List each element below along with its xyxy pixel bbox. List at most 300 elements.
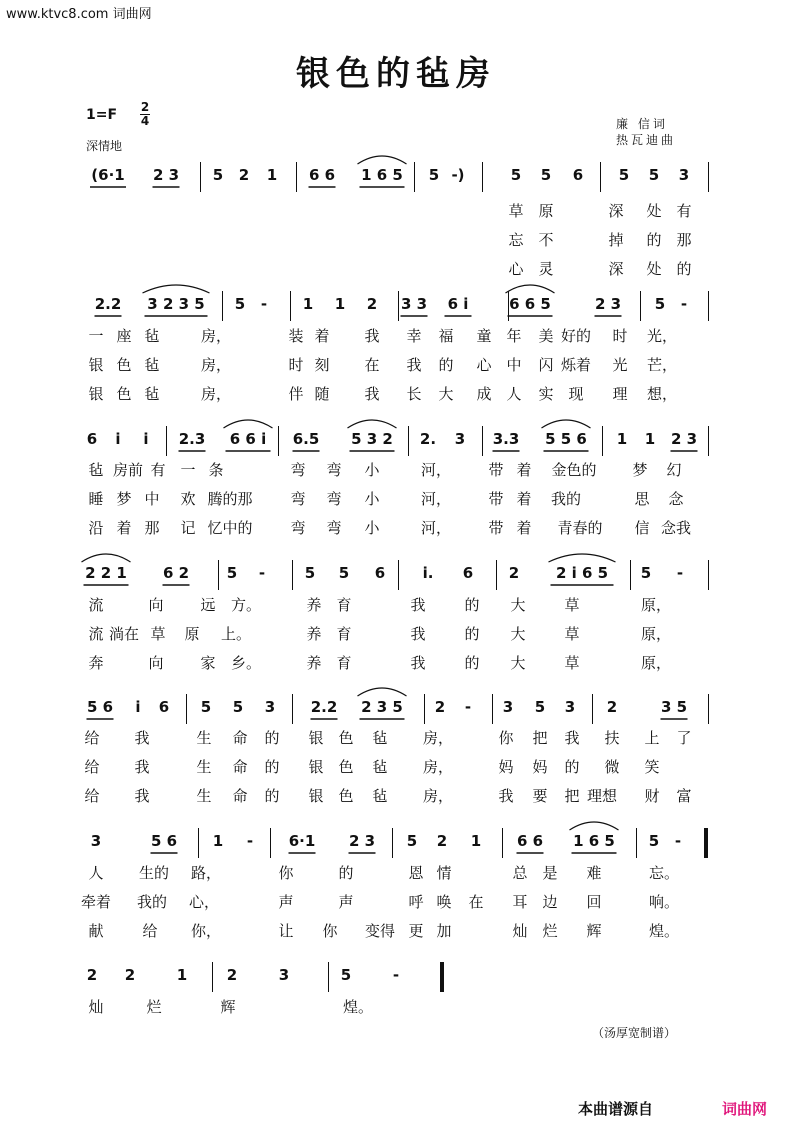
note: 3 <box>90 832 102 850</box>
lyric-syllable: 扶 <box>604 729 620 747</box>
lyric-syllable: 把 <box>564 787 580 805</box>
meter-bottom: 4 <box>140 114 150 128</box>
lyric-syllable: 闪 <box>538 356 554 374</box>
lyric-syllable: 幻 <box>666 461 682 479</box>
note: 2 <box>124 966 136 984</box>
lyric-syllable: 带 <box>488 490 504 508</box>
lyric-syllable: 变得 <box>364 922 396 940</box>
lyric-syllable: 烂 <box>542 922 558 940</box>
lyric-syllable: 灵 <box>538 260 554 278</box>
lyric-syllable: 毡 <box>144 327 160 345</box>
note: - <box>246 832 254 850</box>
lyric-syllable: 情 <box>436 864 452 882</box>
lyric-syllable: 育 <box>336 654 352 672</box>
lyric-syllable: 向 <box>148 596 164 614</box>
lyric-syllable: 念我 <box>660 519 692 537</box>
lyric-syllable: 伴 <box>288 385 304 403</box>
lyric-syllable: 乡。 <box>230 654 262 672</box>
lyric-syllable: 银 <box>88 385 104 403</box>
note: 5 <box>648 166 660 184</box>
note: i. <box>422 564 434 582</box>
lyric-syllable: 幸 <box>406 327 422 345</box>
lyric-syllable: 养 <box>306 625 322 643</box>
slur-arc <box>143 285 210 293</box>
lyric-syllable: 的 <box>264 729 280 747</box>
lyric-syllable: 毡 <box>144 385 160 403</box>
lyric-syllable: 命 <box>232 758 248 776</box>
slur-arc <box>549 554 616 562</box>
lyric-syllable: 我 <box>564 729 580 747</box>
lyric-syllable: 向 <box>148 654 164 672</box>
lyric-syllable: 带 <box>488 461 504 479</box>
note: 5 <box>232 698 244 716</box>
note: 3 <box>678 166 690 184</box>
note: 2 <box>238 166 250 184</box>
note: 5 <box>428 166 440 184</box>
lyric-syllable: 原 <box>184 625 200 643</box>
lyric-syllable: 随 <box>314 385 330 403</box>
lyric-syllable: 生 <box>196 729 212 747</box>
lyric-syllable: 的 <box>464 625 480 643</box>
lyric-syllable: 念 <box>668 490 684 508</box>
lyric-syllable: 中 <box>506 356 522 374</box>
lyric-syllable: 的 <box>676 260 692 278</box>
lyric-syllable: 忘 <box>508 231 524 249</box>
lyric-syllable: 光 <box>612 356 628 374</box>
lyric-syllable: 我 <box>406 356 422 374</box>
lyric-syllable: 着 <box>516 461 532 479</box>
lyric-syllable: 弯 <box>326 519 342 537</box>
lyric-syllable: 河， <box>420 519 452 537</box>
note: 5 <box>640 564 652 582</box>
note: i <box>143 430 149 448</box>
note: 5 <box>234 295 246 313</box>
lyric-syllable: 色 <box>116 356 132 374</box>
lyric-syllable: 草 <box>564 654 580 672</box>
site-url[interactable]: www.ktvc8.com 词曲网 <box>6 7 152 22</box>
lyric-syllable: 我的 <box>136 893 168 911</box>
slur-arc <box>224 420 273 428</box>
lyric-syllable: 我 <box>134 729 150 747</box>
note: 6 6 i <box>229 430 267 448</box>
lyric-syllable: 装 <box>288 327 304 345</box>
lyric-syllable: 我的 <box>550 490 582 508</box>
lyric-syllable: 沿 <box>88 519 104 537</box>
note: 3 3 <box>400 295 428 313</box>
note: 2.2 <box>94 295 122 313</box>
lyric-syllable: 煌。 <box>648 922 680 940</box>
lyric-syllable: 条 <box>208 461 224 479</box>
lyric-syllable: 辉 <box>220 998 236 1016</box>
note: 1 <box>470 832 482 850</box>
note: i <box>135 698 141 716</box>
lyric-syllable: 深 <box>608 260 624 278</box>
lyric-syllable: 房， <box>200 327 232 345</box>
lyric-syllable: 大 <box>510 596 526 614</box>
lyric-syllable: 深 <box>608 202 624 220</box>
note: - <box>674 832 682 850</box>
lyric-syllable: 人 <box>88 864 104 882</box>
transcriber-credit: （汤厚宽制谱） <box>592 1026 677 1040</box>
lyric-syllable: 童 <box>476 327 492 345</box>
note: 5 <box>618 166 630 184</box>
lyric-syllable: 心 <box>476 356 492 374</box>
lyric-syllable: 笑 <box>644 758 660 776</box>
lyric-syllable: 思 <box>634 490 650 508</box>
lyric-syllable: 家 <box>200 654 216 672</box>
lyric-syllable: 让 <box>278 922 294 940</box>
slur-arc <box>82 554 131 562</box>
lyric-syllable: 我 <box>410 625 426 643</box>
note: 5 <box>406 832 418 850</box>
lyric-syllable: 河， <box>420 461 452 479</box>
note: 5 <box>340 966 352 984</box>
lyric-syllable: 好的 <box>560 327 592 345</box>
lyric-syllable: 成 <box>476 385 492 403</box>
lyric-syllable: 生 <box>196 758 212 776</box>
lyric-syllable: 银 <box>308 729 324 747</box>
note: 5 6 <box>86 698 114 716</box>
lyric-syllable: 流 <box>88 625 104 643</box>
lyric-syllable: 信 <box>634 519 650 537</box>
lyric-syllable: 芒， <box>646 356 678 374</box>
lyric-syllable: 我 <box>410 654 426 672</box>
note: - <box>258 564 266 582</box>
note: 5 5 6 <box>545 430 587 448</box>
lyric-syllable: 着 <box>516 519 532 537</box>
note: 3 <box>278 966 290 984</box>
note: 2 3 <box>152 166 180 184</box>
lyric-syllable: 不 <box>538 231 554 249</box>
lyric-syllable: 我 <box>498 787 514 805</box>
note: - <box>392 966 400 984</box>
note: - <box>464 698 472 716</box>
lyric-syllable: 中 <box>144 490 160 508</box>
note: 2 3 5 <box>361 698 403 716</box>
slur-arc <box>358 688 407 696</box>
lyric-syllable: 处 <box>646 260 662 278</box>
lyric-syllable: 房， <box>422 758 454 776</box>
note: 6·1 <box>288 832 316 850</box>
lyric-syllable: 你 <box>278 864 294 882</box>
tempo-mood: 深情地 <box>86 139 123 153</box>
slur-arc <box>570 822 619 830</box>
slur-arc <box>506 285 555 293</box>
note: 2. <box>419 430 437 448</box>
lyric-syllable: 耳 <box>512 893 528 911</box>
note: 5 <box>200 698 212 716</box>
note: 5 6 <box>150 832 178 850</box>
note: - <box>676 564 684 582</box>
note: 1 <box>176 966 188 984</box>
note: 1 <box>616 430 628 448</box>
lyric-syllable: 妈 <box>532 758 548 776</box>
lyric-syllable: 总 <box>512 864 528 882</box>
note: 2 3 <box>670 430 698 448</box>
lyric-syllable: 带 <box>488 519 504 537</box>
lyric-syllable: 的 <box>438 356 454 374</box>
slur-arc <box>358 156 407 164</box>
lyric-syllable: 给 <box>84 787 100 805</box>
lyric-syllable: 银 <box>308 758 324 776</box>
note: 3 <box>564 698 576 716</box>
lyric-syllable: 我 <box>364 385 380 403</box>
lyric-syllable: 响。 <box>648 893 680 911</box>
note: 3 <box>264 698 276 716</box>
lyric-syllable: 牵着 <box>80 893 112 911</box>
note: 5 3 2 <box>351 430 393 448</box>
note: 6 6 <box>308 166 336 184</box>
lyric-syllable: 弯 <box>290 490 306 508</box>
lyric-syllable: 生的 <box>138 864 170 882</box>
lyric-syllable: 年 <box>506 327 522 345</box>
lyric-syllable: 给 <box>84 729 100 747</box>
lyric-syllable: 着 <box>516 490 532 508</box>
lyric-syllable: 的 <box>264 787 280 805</box>
source-site-link[interactable]: 词曲网 <box>722 1100 768 1118</box>
lyric-syllable: 色 <box>338 758 354 776</box>
note: 5 <box>304 564 316 582</box>
lyric-syllable: 色 <box>338 787 354 805</box>
lyric-syllable: 了 <box>676 729 692 747</box>
lyric-syllable: 毡 <box>144 356 160 374</box>
lyric-syllable: 有 <box>150 461 166 479</box>
note: 2 <box>366 295 378 313</box>
lyric-syllable: 我 <box>364 327 380 345</box>
lyric-syllable: 声 <box>278 893 294 911</box>
lyric-syllable: 草 <box>564 625 580 643</box>
lyric-syllable: 那 <box>676 231 692 249</box>
lyric-syllable: 一 <box>180 461 196 479</box>
lyric-syllable: 的 <box>264 758 280 776</box>
lyric-syllable: 心， <box>188 893 220 911</box>
lyric-syllable: 实 <box>538 385 554 403</box>
lyric-syllable: 你 <box>498 729 514 747</box>
lyric-syllable: 弯 <box>326 490 342 508</box>
lyric-syllable: 在 <box>364 356 380 374</box>
note: 1 <box>334 295 346 313</box>
lyric-syllable: 献 <box>88 922 104 940</box>
lyric-syllable: 一 <box>88 327 104 345</box>
lyric-syllable: 边 <box>542 893 558 911</box>
lyric-syllable: 掉 <box>608 231 624 249</box>
note: 6 <box>462 564 474 582</box>
note: 5 <box>540 166 552 184</box>
lyric-syllable: 房前 <box>112 461 144 479</box>
lyric-syllable: 给 <box>142 922 158 940</box>
lyric-syllable: 原， <box>640 625 672 643</box>
source-label: 本曲谱源自 <box>578 1100 654 1118</box>
slur-arc <box>542 420 591 428</box>
lyric-syllable: 奔 <box>88 654 104 672</box>
lyric-syllable: 美 <box>538 327 554 345</box>
lyric-syllable: 远 <box>200 596 216 614</box>
lyric-syllable: 你， <box>190 922 222 940</box>
lyric-syllable: 大 <box>438 385 454 403</box>
lyric-syllable: 梦 <box>632 461 648 479</box>
note: 6 6 5 <box>509 295 551 313</box>
lyric-syllable: 弯 <box>326 461 342 479</box>
key-signature: 1=F <box>86 107 118 123</box>
lyric-syllable: 忘。 <box>648 864 680 882</box>
lyric-syllable: 光， <box>646 327 678 345</box>
lyric-syllable: 毡 <box>372 787 388 805</box>
lyric-syllable: 育 <box>336 625 352 643</box>
lyric-syllable: 大 <box>510 654 526 672</box>
lyric-syllable: 记 <box>180 519 196 537</box>
lyric-syllable: 加 <box>436 922 452 940</box>
lyric-syllable: 着 <box>116 519 132 537</box>
lyric-syllable: 淌在 <box>108 625 140 643</box>
lyric-syllable: 流 <box>88 596 104 614</box>
lyric-syllable: 原 <box>538 202 554 220</box>
song-title: 银色的毡房 <box>296 54 496 94</box>
note: (6·1 <box>91 166 125 184</box>
lyric-syllable: 毡 <box>372 758 388 776</box>
lyric-syllable: 大 <box>510 625 526 643</box>
note: -) <box>451 166 465 184</box>
lyric-syllable: 原， <box>640 654 672 672</box>
note: 5 <box>534 698 546 716</box>
lyric-syllable: 难 <box>586 864 602 882</box>
lyric-syllable: 那 <box>144 519 160 537</box>
note: 6 <box>158 698 170 716</box>
lyric-syllable: 处 <box>646 202 662 220</box>
lyric-syllable: 房， <box>422 729 454 747</box>
note: 1 <box>212 832 224 850</box>
lyric-syllable: 原， <box>640 596 672 614</box>
lyric-syllable: 养 <box>306 654 322 672</box>
lyric-syllable: 弯 <box>290 461 306 479</box>
lyric-syllable: 心 <box>508 260 524 278</box>
note: 2 <box>434 698 446 716</box>
lyric-syllable: 呼 <box>408 893 424 911</box>
note: 6 <box>572 166 584 184</box>
lyric-syllable: 我 <box>134 787 150 805</box>
note: 1 <box>302 295 314 313</box>
note: 5 <box>226 564 238 582</box>
note: - <box>260 295 268 313</box>
note: 2 <box>86 966 98 984</box>
lyric-syllable: 路， <box>190 864 222 882</box>
lyric-syllable: 房， <box>200 356 232 374</box>
lyric-syllable: 草 <box>150 625 166 643</box>
lyric-syllable: 时 <box>612 327 628 345</box>
note: 6 <box>374 564 386 582</box>
lyric-syllable: 煌。 <box>342 998 374 1016</box>
lyric-syllable: 命 <box>232 787 248 805</box>
note: 2 3 <box>348 832 376 850</box>
note: 2 <box>226 966 238 984</box>
slur-arc <box>348 420 397 428</box>
lyric-syllable: 方。 <box>230 596 262 614</box>
lyric-syllable: 在 <box>468 893 484 911</box>
lyricist-credit: 廉 信词 <box>616 117 668 131</box>
lyric-syllable: 有 <box>676 202 692 220</box>
lyric-syllable: 富 <box>676 787 692 805</box>
lyric-syllable: 河， <box>420 490 452 508</box>
note: 5 <box>338 564 350 582</box>
lyric-syllable: 上。 <box>220 625 252 643</box>
lyric-syllable: 的 <box>646 231 662 249</box>
lyric-syllable: 把 <box>532 729 548 747</box>
note: 1 <box>644 430 656 448</box>
lyric-syllable: 是 <box>542 864 558 882</box>
lyric-syllable: 欢 <box>180 490 196 508</box>
lyric-syllable: 辉 <box>586 922 602 940</box>
lyric-syllable: 灿 <box>512 922 528 940</box>
lyric-syllable: 色 <box>338 729 354 747</box>
lyric-syllable: 福 <box>438 327 454 345</box>
lyric-syllable: 毡 <box>88 461 104 479</box>
lyric-syllable: 睡 <box>88 490 104 508</box>
lyric-syllable: 想， <box>646 385 678 403</box>
note: 3 2 3 5 <box>147 295 205 313</box>
note: 2.3 <box>178 430 206 448</box>
lyric-syllable: 金色的 <box>551 461 597 479</box>
note: 2 i 6 5 <box>555 564 609 582</box>
lyric-syllable: 烂 <box>146 998 162 1016</box>
note: 3.3 <box>492 430 520 448</box>
lyric-syllable: 给 <box>84 758 100 776</box>
lyric-syllable: 长 <box>406 385 422 403</box>
lyric-syllable: 财 <box>644 787 660 805</box>
lyric-syllable: 腾的那 <box>207 490 253 508</box>
lyric-syllable: 草 <box>508 202 524 220</box>
lyric-syllable: 小 <box>364 490 380 508</box>
note: 2 <box>436 832 448 850</box>
note: 2 <box>606 698 618 716</box>
lyric-syllable: 微 <box>604 758 620 776</box>
note: 6 6 <box>516 832 544 850</box>
note: 3 <box>502 698 514 716</box>
lyric-syllable: 草 <box>564 596 580 614</box>
note: 2 <box>508 564 520 582</box>
lyric-syllable: 育 <box>336 596 352 614</box>
lyric-syllable: 现 <box>568 385 584 403</box>
lyric-syllable: 银 <box>88 356 104 374</box>
lyric-syllable: 理 <box>612 385 628 403</box>
lyric-syllable: 人 <box>506 385 522 403</box>
lyric-syllable: 声 <box>338 893 354 911</box>
lyric-syllable: 房， <box>422 787 454 805</box>
meter-top: 2 <box>140 100 150 114</box>
lyric-syllable: 理想 <box>586 787 618 805</box>
lyric-syllable: 银 <box>308 787 324 805</box>
lyric-syllable: 你 <box>322 922 338 940</box>
note: 3 <box>454 430 466 448</box>
lyric-syllable: 恩 <box>408 864 424 882</box>
composer-credit: 热瓦迪曲 <box>616 133 677 147</box>
lyric-syllable: 养 <box>306 596 322 614</box>
lyric-syllable: 刻 <box>314 356 330 374</box>
lyric-syllable: 梦 <box>116 490 132 508</box>
lyric-syllable: 的 <box>338 864 354 882</box>
note: - <box>680 295 688 313</box>
note: 2.2 <box>310 698 338 716</box>
lyric-syllable: 命 <box>232 729 248 747</box>
note: 6.5 <box>292 430 320 448</box>
lyric-syllable: 座 <box>116 327 132 345</box>
note: 2 2 1 <box>85 564 127 582</box>
lyric-syllable: 上 <box>644 729 660 747</box>
lyric-syllable: 毡 <box>372 729 388 747</box>
note: 1 <box>266 166 278 184</box>
lyric-syllable: 色 <box>116 385 132 403</box>
lyric-syllable: 青春的 <box>557 519 603 537</box>
lyric-syllable: 唤 <box>436 893 452 911</box>
lyric-syllable: 生 <box>196 787 212 805</box>
